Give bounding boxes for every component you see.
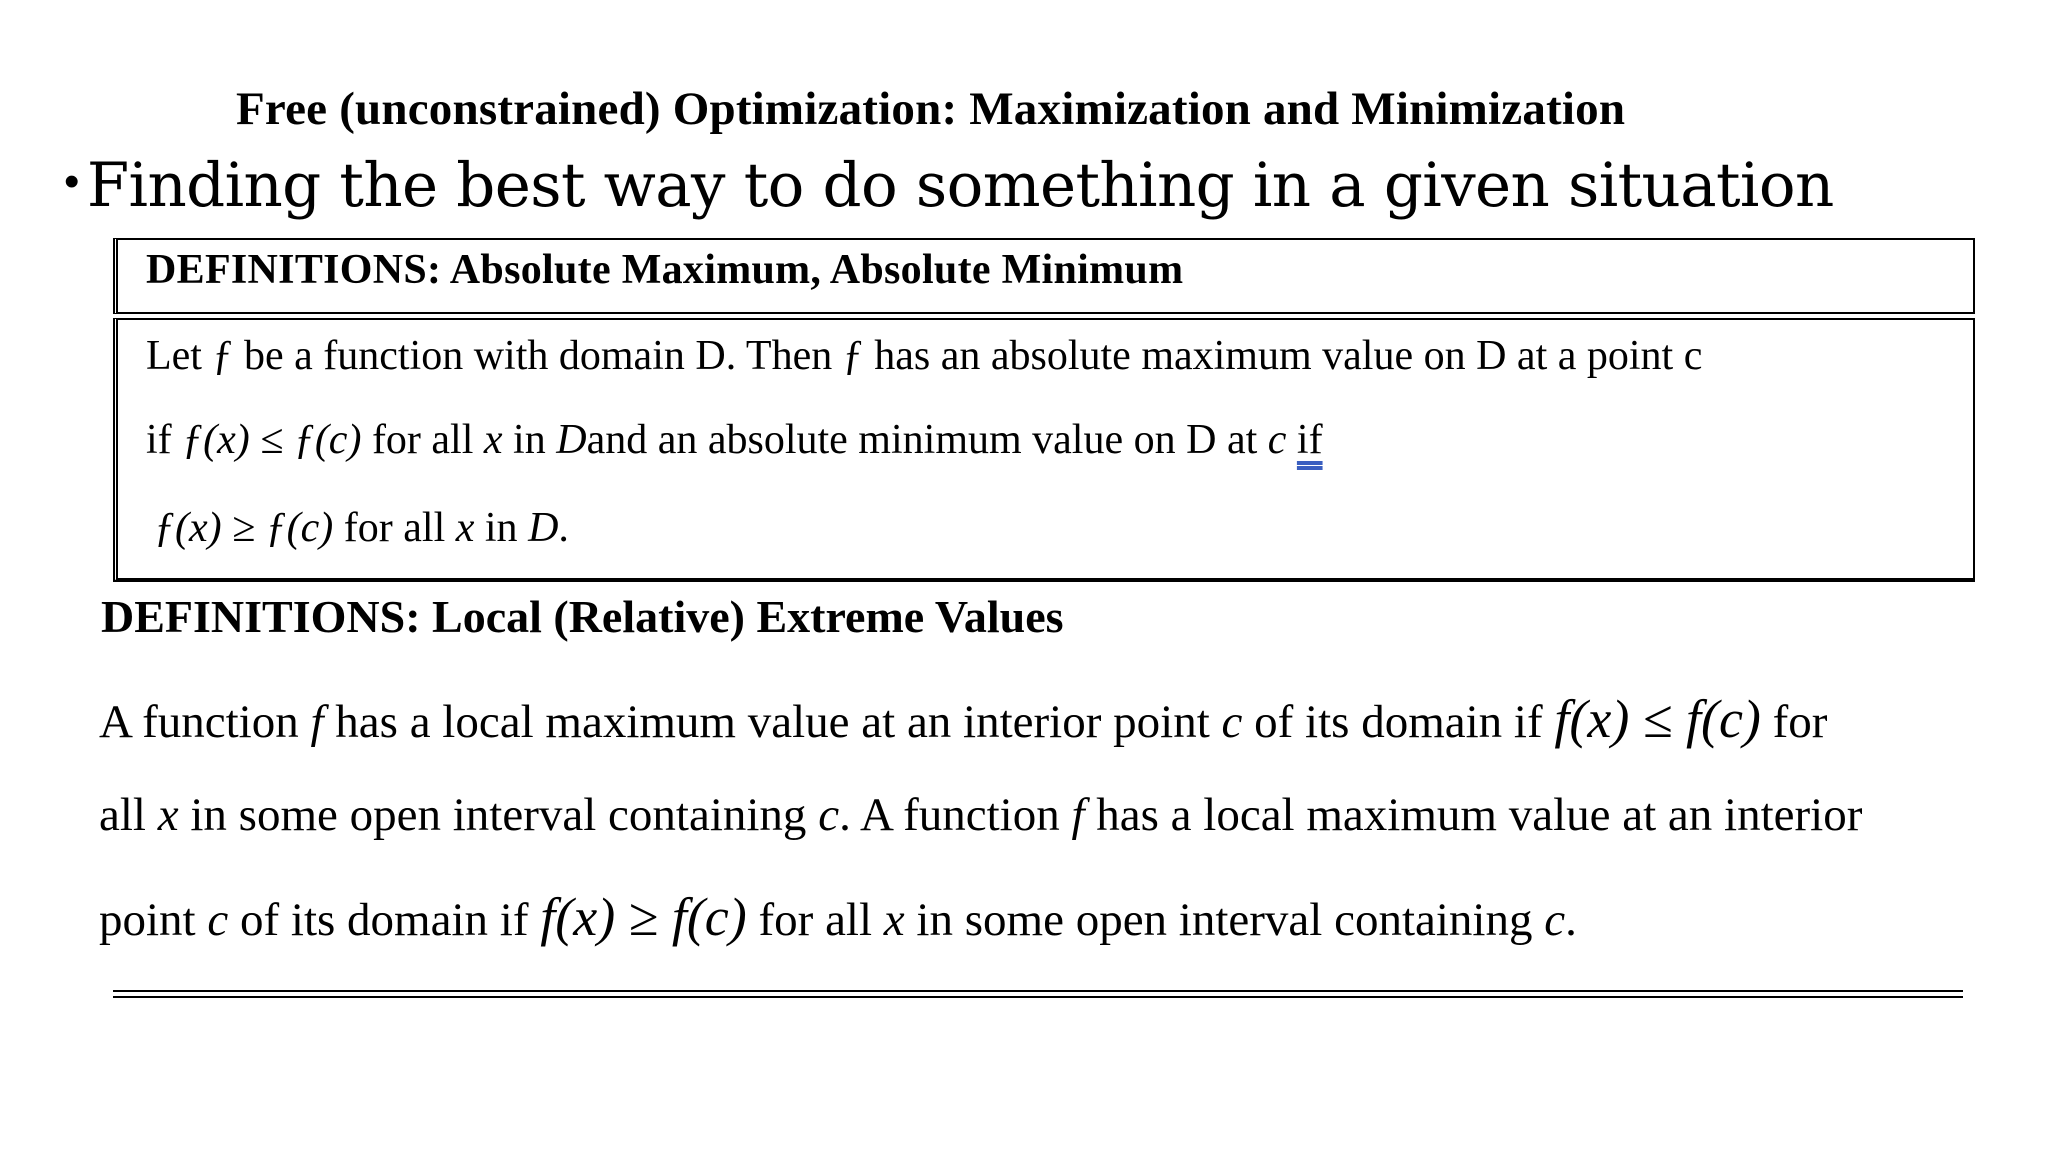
l1-b: has a local maximum value at an interior point	[323, 696, 1222, 748]
line-3-period: .	[558, 505, 569, 551]
l3-d: for all	[746, 894, 884, 946]
l1-d: of its domain if	[1242, 696, 1555, 748]
l1-a: A function	[99, 696, 311, 748]
local-definition-line-1	[99, 688, 1827, 750]
line-2-in: in	[502, 417, 557, 463]
l3-e: in some open interval containing	[904, 894, 1545, 946]
absolute-definition-line-1: Let ƒ be a function with domain D. Then ƒ has an absolute maximum value on D at a point c	[146, 333, 1703, 379]
line-2-inequality: ƒ(x) ≤ ƒ(c)	[182, 417, 362, 463]
l3-c: c	[207, 894, 229, 946]
l1-inequality: f(x) ≤ f(c)	[1554, 689, 1761, 749]
slide-title: Free (unconstrained) Optimization: Maximization and Minimization	[236, 83, 1626, 135]
bullet-text: Finding the best way to do something in a given situation	[86, 150, 1834, 221]
line-3-in: in	[474, 505, 529, 551]
double-divider	[113, 990, 1963, 998]
line-2-domain: D	[556, 417, 587, 463]
l2-b: in some open interval containing	[178, 789, 819, 841]
l2-e: has a local maximum value at an interior	[1084, 789, 1863, 841]
line-2-rest: and an absolute minimum value on D at	[586, 417, 1268, 463]
l2-c: c	[818, 789, 840, 841]
local-definition-line-3	[99, 886, 1577, 948]
l2-x: x	[157, 789, 179, 841]
line-3-domain: D	[528, 505, 559, 551]
bullet-dot-icon: •	[64, 157, 79, 206]
l2-f: f	[1071, 789, 1085, 841]
line-2-x: x	[483, 417, 503, 463]
bullet-point	[64, 150, 1834, 221]
l3-a: point	[99, 894, 208, 946]
line-2-if: if	[146, 417, 183, 463]
absolute-definition-header	[113, 238, 1975, 314]
l1-f: f	[310, 696, 324, 748]
local-definition-block	[99, 588, 1983, 1008]
absolute-definition-line-3	[154, 504, 569, 552]
local-definition-title: DEFINITIONS: Local (Relative) Extreme Values	[101, 591, 1064, 642]
l1-e: for	[1760, 696, 1828, 748]
l3-x: x	[883, 894, 905, 946]
absolute-definition-body	[113, 318, 1975, 582]
line-3-for-all: for all	[333, 505, 456, 551]
line-2-c: c	[1267, 417, 1287, 463]
absolute-definition-header-text: DEFINITIONS: Absolute Maximum, Absolute Minimum	[146, 247, 1184, 293]
l1-c: c	[1221, 696, 1243, 748]
l3-f: .	[1565, 894, 1577, 946]
line-2-underlined-if: if	[1296, 417, 1323, 463]
local-definition-line-2	[99, 788, 1862, 842]
l2-a: all	[99, 789, 158, 841]
line-3-inequality: ƒ(x) ≥ ƒ(c)	[154, 505, 334, 551]
l3-inequality: f(x) ≥ f(c)	[540, 887, 747, 947]
l2-d: . A function	[839, 789, 1072, 841]
absolute-definition-line-2	[146, 416, 1323, 464]
line-2-for-all: for all	[361, 417, 484, 463]
line-3-x: x	[455, 505, 475, 551]
absolute-definition-box	[113, 238, 1975, 582]
l3-b: of its domain if	[228, 894, 541, 946]
l3-c2: c	[1544, 894, 1566, 946]
